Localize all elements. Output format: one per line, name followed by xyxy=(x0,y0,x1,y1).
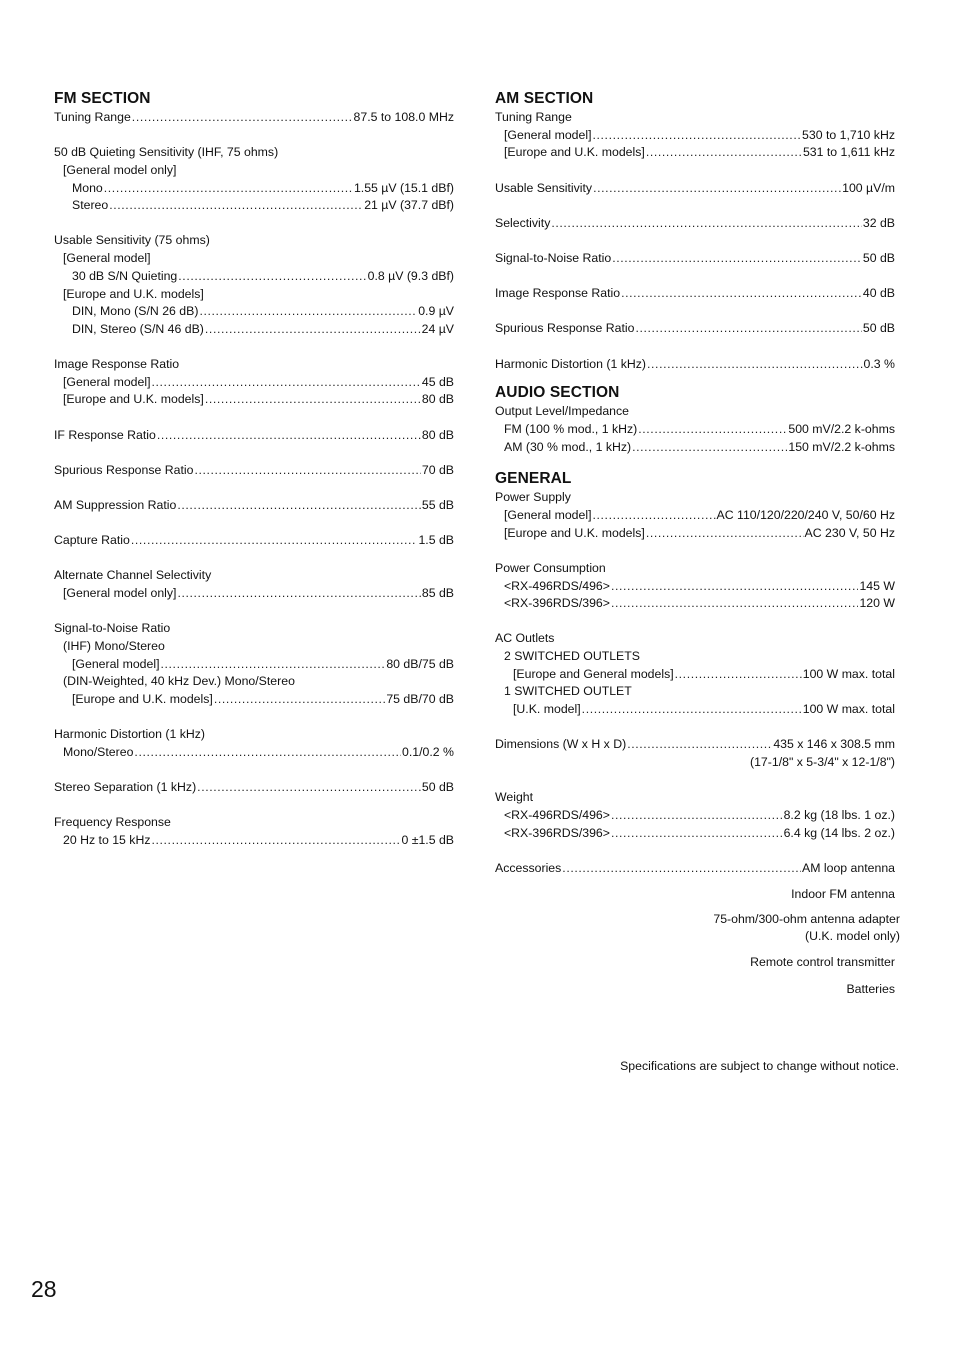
spec-label: DIN, Stereo (S/N 46 dB) xyxy=(72,321,204,336)
spec-label: FM (100 % mod., 1 kHz) xyxy=(504,421,638,436)
spec-subheading: 1 SWITCHED OUTLET xyxy=(504,684,632,699)
spec-value: 0 ±1.5 dB xyxy=(401,832,454,847)
spec-subheading: [Europe and U.K. models] xyxy=(63,286,204,301)
spec-value: 435 x 146 x 308.5 mm xyxy=(773,737,895,752)
spec-subheading: [General model] xyxy=(63,251,151,266)
spec-row xyxy=(495,421,895,439)
fm-section-title: FM SECTION xyxy=(54,90,151,107)
page-number: 28 xyxy=(31,1276,57,1302)
spec-value: 0.1/0.2 % xyxy=(402,744,454,759)
spec-value: 500 mV/2.2 k-ohms xyxy=(788,421,895,436)
spec-heading: AC Outlets xyxy=(495,631,555,646)
spec-label: Spurious Response Ratio xyxy=(54,462,194,477)
spec-label: <RX-396RDS/396> xyxy=(504,596,610,611)
spec-label: [General model] xyxy=(63,374,151,389)
spec-subheading: 2 SWITCHED OUTLETS xyxy=(504,649,640,664)
spec-label: [General model only] xyxy=(63,586,177,601)
specifications-notice: Specifications are subject to change without notice. xyxy=(620,1059,899,1073)
spec-label: Mono/Stereo xyxy=(63,744,134,759)
spec-subheading: (IHF) Mono/Stereo xyxy=(63,638,165,653)
spec-subheading: (DIN-Weighted, 40 kHz Dev.) Mono/Stereo xyxy=(63,674,295,689)
accessory-item: Remote control transmitter xyxy=(750,954,895,969)
spec-label: AM Suppression Ratio xyxy=(54,498,177,512)
spec-row xyxy=(495,825,895,843)
spec-heading: Image Response Ratio xyxy=(54,357,180,372)
spec-value: 0.8 µV (9.3 dBf) xyxy=(367,268,454,283)
spec-value: AC 110/120/220/240 V, 50/60 Hz xyxy=(716,507,895,522)
spec-label: [Europe and U.K. models] xyxy=(72,692,213,706)
spec-value: 50 dB xyxy=(862,250,895,265)
spec-heading: Power Consumption xyxy=(495,560,606,575)
spec-row xyxy=(495,250,895,268)
accessory-item: AM loop antenna xyxy=(802,860,895,875)
spec-row xyxy=(54,374,454,392)
spec-row xyxy=(495,860,895,878)
spec-value: 120 W xyxy=(859,596,895,611)
spec-value: 80 dB/75 dB xyxy=(386,656,454,671)
spec-row xyxy=(54,109,454,127)
spec-value: 45 dB xyxy=(421,374,454,389)
spec-row xyxy=(54,656,454,674)
spec-label: 30 dB S/N Quieting xyxy=(72,268,178,283)
spec-row xyxy=(495,127,895,145)
spec-row xyxy=(54,779,454,797)
spec-value: 24 µV xyxy=(421,321,454,336)
spec-value: 150 mV/2.2 k-ohms xyxy=(788,439,895,454)
spec-row xyxy=(54,303,454,321)
spec-heading: Frequency Response xyxy=(54,815,171,830)
spec-label: [General model] xyxy=(504,507,592,522)
spec-value: 55 dB xyxy=(421,498,454,512)
spec-label: Stereo Separation (1 kHz) xyxy=(54,780,197,795)
spec-row xyxy=(54,585,454,603)
spec-row xyxy=(54,691,454,709)
spec-value: 100 W max. total xyxy=(802,666,895,681)
spec-label: Stereo xyxy=(72,198,109,213)
spec-value: 32 dB xyxy=(862,215,895,230)
accessory-item: (U.K. model only) xyxy=(805,928,900,943)
spec-label: IF Response Ratio xyxy=(54,427,156,442)
spec-label: Usable Sensitivity xyxy=(495,180,593,195)
spec-heading: Tuning Range xyxy=(495,110,572,124)
spec-value: 6.4 kg (14 lbs. 2 oz.) xyxy=(783,825,895,840)
spec-label: <RX-496RDS/496> xyxy=(504,807,610,822)
spec-row xyxy=(495,320,895,338)
spec-row xyxy=(495,736,895,754)
spec-value: 1.55 µV (15.1 dBf) xyxy=(353,180,454,195)
spec-value: 75 dB/70 dB xyxy=(386,692,454,706)
spec-label: Mono xyxy=(72,180,103,195)
spec-value: 21 µV (37.7 dBf) xyxy=(364,198,454,213)
fm-section xyxy=(54,89,454,850)
spec-label: Signal-to-Noise Ratio xyxy=(495,250,612,265)
spec-heading: Harmonic Distortion (1 kHz) xyxy=(54,727,206,742)
spec-row xyxy=(54,197,454,215)
spec-row xyxy=(54,427,454,445)
spec-value: AC 230 V, 50 Hz xyxy=(804,525,895,540)
spec-label: Image Response Ratio xyxy=(495,286,621,301)
spec-row xyxy=(54,268,454,286)
spec-value: 85 dB xyxy=(421,586,454,601)
spec-label: Spurious Response Ratio xyxy=(495,321,635,336)
spec-value: 0.9 µV xyxy=(418,304,454,319)
spec-row xyxy=(495,578,895,596)
spec-value: 40 dB xyxy=(862,286,895,301)
spec-row xyxy=(495,701,895,719)
spec-value: 0.3 % xyxy=(863,356,895,371)
spec-value: 145 W xyxy=(859,578,895,593)
spec-row xyxy=(54,321,454,339)
spec-row xyxy=(54,391,454,409)
spec-label: Capture Ratio xyxy=(54,533,130,548)
spec-heading: Signal-to-Noise Ratio xyxy=(54,621,171,636)
spec-row xyxy=(54,832,454,850)
spec-value: 1.5 dB xyxy=(418,533,454,548)
accessory-item: Indoor FM antenna xyxy=(791,887,895,902)
spec-value: 50 dB xyxy=(421,780,454,795)
spec-label: Selectivity xyxy=(495,215,551,230)
spec-row xyxy=(495,439,895,457)
spec-row xyxy=(495,507,895,525)
accessory-item: Batteries xyxy=(846,981,895,996)
spec-subheading: [General model only] xyxy=(63,162,177,177)
spec-heading: 50 dB Quieting Sensitivity (IHF, 75 ohms) xyxy=(54,145,279,160)
spec-heading: Usable Sensitivity (75 ohms) xyxy=(54,233,210,248)
spec-label: [Europe and U.K. models] xyxy=(504,525,645,540)
spec-value: 531 to 1,611 kHz xyxy=(802,145,895,160)
am-section-title: AM SECTION xyxy=(495,90,594,107)
spec-label: [Europe and U.K. models] xyxy=(63,392,204,407)
general-section-title: GENERAL xyxy=(495,470,572,488)
spec-label: <RX-396RDS/396> xyxy=(504,825,610,840)
spec-label: [U.K. model] xyxy=(513,702,581,717)
spec-heading: Alternate Channel Selectivity xyxy=(54,568,212,583)
spec-row xyxy=(495,595,895,613)
spec-value: 8.2 kg (18 lbs. 1 oz.) xyxy=(783,807,895,822)
spec-value: 80 dB xyxy=(421,427,454,442)
dimensions-inches: (17-1/8" x 5-3/4" x 12-1/8") xyxy=(749,755,895,769)
spec-value: 70 dB xyxy=(421,462,454,477)
spec-row xyxy=(54,180,454,198)
spec-label: Dimensions (W x H x D) xyxy=(495,737,627,752)
right-column xyxy=(495,89,900,998)
spec-value: 100 W max. total xyxy=(802,702,895,717)
spec-label: [Europe and U.K. models] xyxy=(504,145,645,160)
spec-value: 80 dB xyxy=(421,392,454,407)
spec-heading: Weight xyxy=(495,790,534,805)
audio-section-title: AUDIO SECTION xyxy=(495,384,620,402)
spec-label: 20 Hz to 15 kHz xyxy=(63,832,151,847)
spec-row xyxy=(495,525,895,543)
spec-row xyxy=(54,532,454,550)
spec-label: DIN, Mono (S/N 26 dB) xyxy=(72,304,199,319)
spec-heading: Output Level/Impedance xyxy=(495,404,629,419)
spec-heading: Power Supply xyxy=(495,490,571,505)
spec-row xyxy=(54,462,454,480)
spec-label: Accessories xyxy=(495,860,562,875)
spec-row xyxy=(54,744,454,762)
spec-row xyxy=(495,666,895,684)
spec-row xyxy=(495,285,895,303)
spec-row xyxy=(495,215,895,233)
spec-row xyxy=(495,356,895,374)
spec-label: [Europe and General models] xyxy=(513,666,674,681)
spec-row xyxy=(54,497,454,515)
spec-row xyxy=(495,180,895,198)
spec-label: Tuning Range xyxy=(54,110,131,124)
spec-value: 87.5 to 108.0 MHz xyxy=(353,110,454,124)
accessory-item: 75-ohm/300-ohm antenna adapter xyxy=(713,912,900,927)
spec-label: [General model] xyxy=(72,656,160,671)
spec-label: AM (30 % mod., 1 kHz) xyxy=(504,439,632,454)
spec-value: 530 to 1,710 kHz xyxy=(802,127,895,142)
spec-row xyxy=(495,807,895,825)
spec-label: <RX-496RDS/496> xyxy=(504,578,610,593)
spec-row xyxy=(495,144,895,162)
spec-value: 50 dB xyxy=(862,321,895,336)
spec-label: [General model] xyxy=(504,127,592,142)
spec-label: Harmonic Distortion (1 kHz) xyxy=(495,356,647,371)
spec-value: 100 µV/m xyxy=(842,180,895,195)
